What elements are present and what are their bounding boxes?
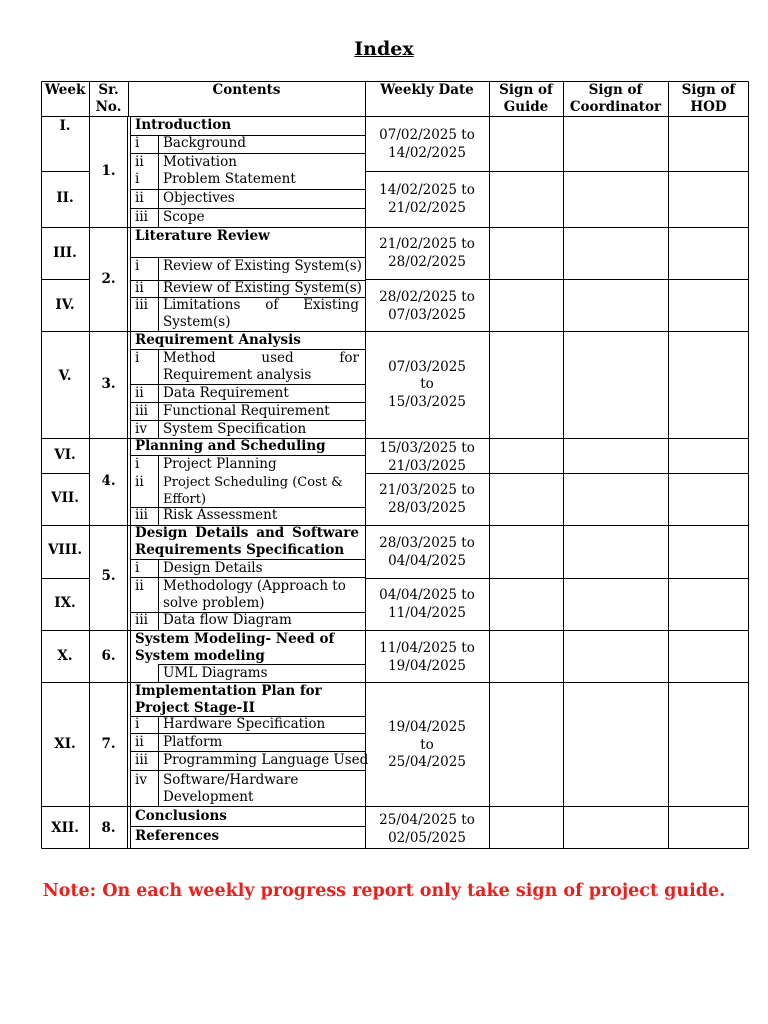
date-cell: 28/03/2025 to 04/04/2025 xyxy=(379,535,475,569)
section-heading: Requirement Analysis xyxy=(135,332,301,348)
date-cell: 19/04/2025 xyxy=(388,719,466,735)
sr-no-cell: 3. xyxy=(101,376,116,392)
content-item: Limitations of Existing System(s) xyxy=(163,297,359,330)
date-cell: 15/03/2025 xyxy=(388,394,466,410)
sr-no-cell: 4. xyxy=(101,473,116,489)
sr-no-cell: 7. xyxy=(101,736,116,752)
sr-no-cell: 6. xyxy=(101,648,116,664)
section-heading: References xyxy=(135,828,220,844)
header-week: Week xyxy=(44,82,86,98)
content-item: Project Planning xyxy=(163,456,277,472)
week-cell: VII. xyxy=(51,490,79,506)
header-sign-guide: Sign of Guide xyxy=(499,82,553,115)
week-cell: I. xyxy=(59,118,71,134)
content-item: Motivation xyxy=(163,154,237,170)
content-item: Methodology (Approach to solve problem) xyxy=(163,578,346,611)
date-cell: 11/04/2025 to 19/04/2025 xyxy=(379,640,475,674)
sr-no-cell: 5. xyxy=(101,568,116,584)
item-numeral: i xyxy=(135,716,140,732)
item-numeral: iii xyxy=(135,752,148,768)
item-numeral: iii xyxy=(135,209,148,225)
date-cell: 07/03/2025 xyxy=(388,359,466,375)
date-cell: 15/03/2025 to 21/03/2025 xyxy=(379,440,475,474)
content-item: Design Details xyxy=(163,560,263,576)
page-title: Index xyxy=(354,38,414,60)
item-numeral: i xyxy=(135,258,140,274)
week-cell: IV. xyxy=(55,297,75,313)
item-numeral: i xyxy=(135,350,140,366)
item-numeral: iv xyxy=(135,421,147,437)
week-cell: X. xyxy=(57,648,73,664)
date-cell: 07/02/2025 to 14/02/2025 xyxy=(379,127,475,161)
content-item: UML Diagrams xyxy=(163,665,268,681)
item-numeral: ii xyxy=(135,280,144,296)
item-numeral: i xyxy=(135,135,140,151)
item-numeral: iii xyxy=(135,612,148,628)
sr-no-cell: 1. xyxy=(101,163,116,179)
content-item: Risk Assessment xyxy=(163,507,278,523)
date-cell: 21/02/2025 to 28/02/2025 xyxy=(379,236,475,270)
item-numeral: iii xyxy=(135,403,148,419)
section-heading: Literature Review xyxy=(135,228,270,244)
section-heading: Conclusions xyxy=(135,808,227,824)
content-item: Project Scheduling (Cost & Effort) xyxy=(163,475,343,507)
content-item: Review of Existing System(s) xyxy=(163,280,362,296)
week-cell: XI. xyxy=(54,736,76,752)
item-numeral: ii xyxy=(135,474,144,490)
item-numeral: iii xyxy=(135,297,148,313)
content-item: Scope xyxy=(163,209,205,225)
item-numeral: ii xyxy=(135,734,144,750)
header-sign-hod: Sign of HOD xyxy=(681,82,736,115)
note-text: Note: On each weekly progress report only take sign of project guide. xyxy=(42,881,726,901)
sr-no-cell: 8. xyxy=(101,820,116,836)
date-cell: 14/02/2025 to 21/02/2025 xyxy=(379,182,475,216)
item-numeral: ii xyxy=(135,578,144,594)
content-item: Review of Existing System(s) xyxy=(163,258,362,274)
content-item: Platform xyxy=(163,734,223,750)
item-numeral: i xyxy=(135,560,140,576)
header-sr-no: Sr. No. xyxy=(95,82,122,115)
section-heading: System Modeling- Need of System modeling xyxy=(135,631,335,664)
date-cell: 21/03/2025 to 28/03/2025 xyxy=(379,482,475,516)
item-numeral: ii xyxy=(135,154,144,170)
header-contents: Contents xyxy=(212,82,281,98)
item-numeral: ii xyxy=(135,190,144,206)
content-item: Background xyxy=(163,135,246,151)
week-cell: V. xyxy=(58,368,72,384)
sr-no-cell: 2. xyxy=(101,271,116,287)
content-item: Objectives xyxy=(163,190,235,206)
item-numeral: i xyxy=(135,171,140,187)
header-sign-coordinator: Sign of Coordinator xyxy=(569,82,662,115)
week-cell: VI. xyxy=(54,447,76,463)
date-cell: 28/02/2025 to 07/03/2025 xyxy=(379,289,475,323)
week-cell: IX. xyxy=(54,595,76,611)
week-cell: XII. xyxy=(51,820,79,836)
date-cell: to xyxy=(420,376,434,392)
content-item: Hardware Specification xyxy=(163,716,326,732)
content-item: Method used for Requirement analysis xyxy=(163,350,359,383)
item-numeral: ii xyxy=(135,385,144,401)
week-cell: VIII. xyxy=(47,542,83,558)
item-numeral: iv xyxy=(135,772,147,788)
content-item: Programming Language Used xyxy=(163,752,369,768)
content-item: System Specification xyxy=(163,421,307,437)
item-numeral: iii xyxy=(135,507,148,523)
section-heading: Design Details and Software Requirements Specification xyxy=(135,525,359,558)
content-item: Data Requirement xyxy=(163,385,289,401)
item-numeral: i xyxy=(135,456,140,472)
date-cell: 04/04/2025 to 11/04/2025 xyxy=(379,587,475,621)
section-heading: Introduction xyxy=(135,117,232,133)
header-weekly-date: Weekly Date xyxy=(380,82,474,98)
section-heading: Planning and Scheduling xyxy=(135,438,326,454)
date-cell: 25/04/2025 to 02/05/2025 xyxy=(379,812,475,846)
date-cell: 25/04/2025 xyxy=(388,754,466,770)
week-cell: III. xyxy=(53,245,77,261)
week-cell: II. xyxy=(56,190,74,206)
content-item: Software/Hardware Development xyxy=(163,772,299,805)
date-cell: to xyxy=(420,737,434,753)
content-item: Data flow Diagram xyxy=(163,612,292,628)
content-item: Functional Requirement xyxy=(163,403,330,419)
section-heading: Implementation Plan for Project Stage-II xyxy=(135,683,322,716)
content-item: Problem Statement xyxy=(163,171,296,187)
